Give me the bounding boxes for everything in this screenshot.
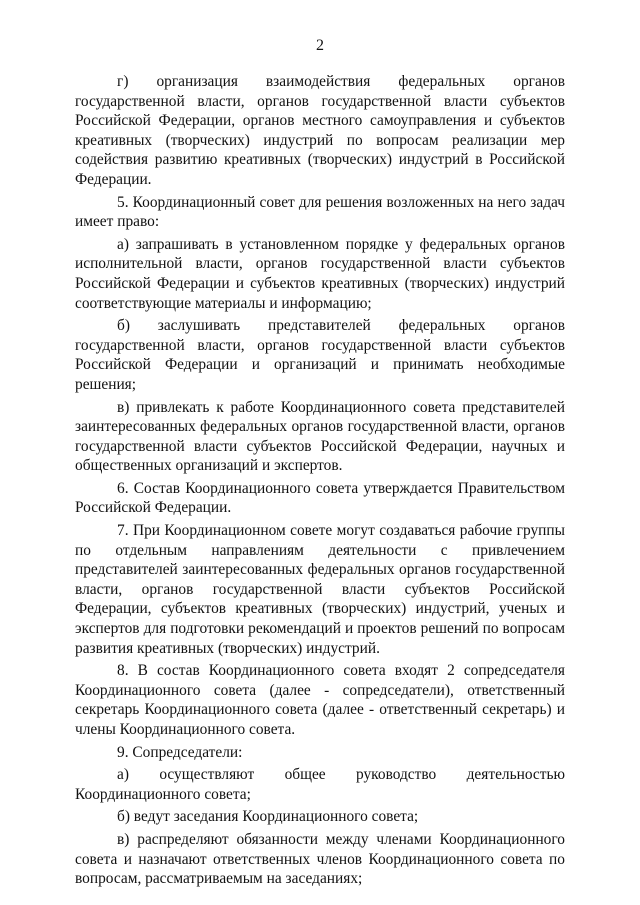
paragraph-clause-9: 9. Сопредседатели: (117, 743, 243, 761)
paragraph-clause-7: 7. При Координационном совете могут создаваться рабочие группы по отдельным направлениям деятельности с привлечением представителей заинтересованных федеральных органов государственной власти, органов государственной власти субъектов Российской Федерации, субъектов креативных (творческих) индустрий, ученых и экспертов для подготовки рекомендаций и проектов решений по вопросам развития креативных (творческих) индустрий. (75, 522, 565, 657)
paragraph-clause-9b: б) ведут заседания Координационного совета; (117, 808, 419, 826)
paragraph-clause-5v: в) привлекать к работе Координационного совета представителей заинтересованных федеральных органов государственной власти, органов государственной власти субъектов Российской Федерации, научных и общественных организаций и экспертов. (75, 398, 565, 475)
paragraph-clause-5b: б) заслушивать представителей федеральных органов государственной власти, органов государственной власти субъектов Российской Федерации и организаций и принимать необходимые решения; (75, 317, 565, 393)
paragraph-item-g: г) организация взаимодействия федеральных органов государственной власти, органов государственной власти субъектов Российской Федерации, органов местного самоуправления и субъектов креативных (творческих) индустрий по вопросам реализации мер содействия развитию креативных (творческих) индустрий в Российской Федерации. (75, 73, 565, 188)
paragraph-clause-9v: в) распределяют обязанности между членами Координационного совета и назначают ответственных членов Координационного совета по вопросам, рассматриваемым на заседаниях; (75, 830, 565, 888)
paragraph-clause-8: 8. В состав Координационного совета входят 2 сопредседателя Координационного совета (далее - сопредседатели), ответственный секретарь Координационного совета (далее - ответственный секретарь) и члены Координационного совета. (75, 662, 565, 738)
paragraph-clause-6: 6. Состав Координационного совета утверждается Правительством Российской Федерации. (75, 479, 565, 517)
page-number: 2 (316, 37, 324, 54)
paragraph-clause-5: 5. Координационный совет для решения возложенных на него задач имеет право: (75, 193, 565, 231)
paragraph-clause-5a: а) запрашивать в установленном порядке у федеральных органов исполнительной власти, органов государственной власти субъектов Российской Федерации и субъектов креативных (творческих) индустрий соответствующие материалы и информацию; (75, 235, 565, 312)
document-body (75, 72, 565, 889)
paragraph-clause-9a: а) осуществляют общее руководство деятельностью Координационного совета; (75, 766, 565, 803)
